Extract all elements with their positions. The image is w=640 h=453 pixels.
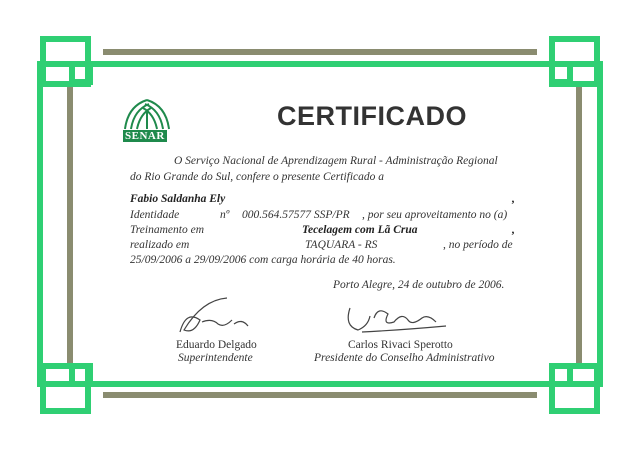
identity-suffix: , por seu aproveitamento no (a) bbox=[362, 209, 508, 221]
identity-value: 000.564.57577 SSP/PR bbox=[242, 209, 350, 221]
identity-no-label: nº bbox=[220, 209, 230, 221]
recipient-comma: , bbox=[512, 193, 515, 205]
recipient-name: Fabio Saldanha Ely bbox=[130, 193, 226, 205]
held-value: TAQUARA - RS bbox=[305, 239, 378, 251]
signatory-right-role: Presidente do Conselho Administrativo bbox=[314, 352, 495, 364]
period-value: 25/09/2006 a 29/09/2006 com carga horária de 40 horas. bbox=[130, 254, 396, 266]
frame-bar-bottom bbox=[103, 392, 537, 398]
training-value: Tecelagem com Lã Crua bbox=[302, 224, 418, 236]
place-date: Porto Alegre, 24 de outubro de 2006. bbox=[333, 279, 505, 291]
period-label: , no período de bbox=[443, 239, 513, 251]
intro-line-2: do Rio Grande do Sul, confere o presente Certificado a bbox=[130, 171, 385, 183]
frame-bar-right bbox=[576, 86, 582, 367]
senar-logo bbox=[122, 96, 172, 144]
training-label: Treinamento em bbox=[130, 224, 204, 236]
signatory-left-name: Eduardo Delgado bbox=[176, 339, 257, 351]
identity-label: Identidade bbox=[130, 209, 180, 221]
signature-right bbox=[342, 296, 452, 338]
frame-bar-top bbox=[103, 49, 537, 55]
certificate-title: CERTIFICADO bbox=[277, 101, 467, 131]
signatory-right-name: Carlos Rivaci Sperotto bbox=[348, 339, 453, 351]
signatory-left-role: Superintendente bbox=[178, 352, 253, 364]
frame-corner-bottom-right bbox=[552, 366, 597, 411]
frame-corner-bottom-right-inner bbox=[552, 366, 570, 384]
frame-corner-bottom-left bbox=[43, 366, 88, 411]
intro-line-1: O Serviço Nacional de Aprendizagem Rural - Administração Regional bbox=[174, 155, 498, 167]
frame-bar-left bbox=[67, 86, 73, 367]
signature-left bbox=[172, 290, 262, 340]
training-comma: , bbox=[512, 224, 515, 236]
frame-corner-top-left-inner bbox=[72, 64, 90, 82]
senar-logo-icon bbox=[122, 96, 172, 130]
frame-corner-top-right-inner bbox=[552, 64, 570, 82]
held-label: realizado em bbox=[130, 239, 190, 251]
frame-corner-bottom-left-inner bbox=[72, 366, 90, 384]
senar-logo-text: SENAR bbox=[125, 130, 165, 142]
